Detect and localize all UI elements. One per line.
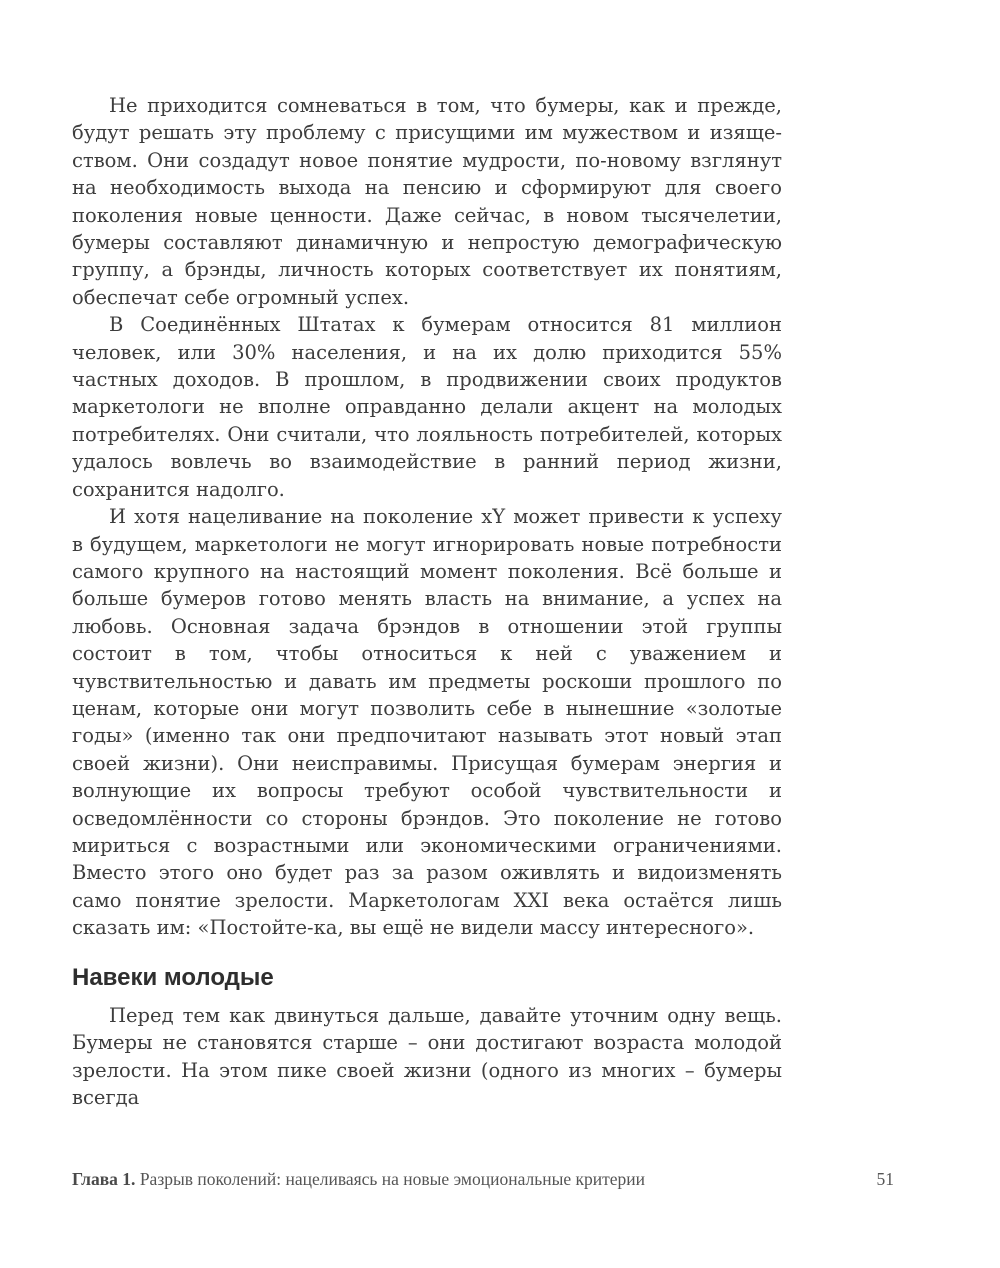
main-text-block — [72, 92, 782, 942]
paragraph-3: И хотя нацеливание на поколение xY может привести к успеху в будущем, маркетологи не могут игнорировать новые потребности самого крупного на настоящий момент поколения. Всё больше и больше бумеров готово менять власть на внимание, а успех на любовь. Основная задача брэндов в отношении этой группы состоит в том, чтобы относиться к ней с уважением и чувствительностью и давать им предметы роскоши прошлого по ценам, которые они могут позволить себе в нынешние «золотые годы» (именно так они предпочитают называть этот новый этап своей жизни). Они неисправимы. Присущая бумерам энергия и волнующие их вопросы требуют особой чувствительности и осведомлённости со стороны брэндов. Это поколение не готово мириться с возрастными или экономическими ограничениями. Вместо этого оно будет раз за разом оживлять и видоизменять само понятие зрелости. Маркетологам XXI века остаётся лишь сказать им: «Постойте-ка, вы ещё не видели массу интересного». — [72, 505, 782, 940]
page-number: 51 — [876, 1169, 894, 1189]
section-paragraph: Перед тем как двинуться дальше, давайте уточним одну вещь. Бумеры не становятся старше – они достигают возраста молодой зрелости. На этом пике своей жизни (одного из многих – бумеры всегда — [72, 1004, 782, 1110]
section-text-block — [72, 1002, 782, 1112]
chapter-label: Глава 1. — [72, 1169, 136, 1189]
chapter-title: Разрыв поколений: нацеливаясь на новые эмоциональные критерии — [139, 1169, 646, 1189]
paragraph-1: Не приходится сомневаться в том, что бумеры, как и прежде, будут решать эту проблему с присущими им мужеством и изяществом. Они создадут новое понятие мудрости, по-новому взглянут на необходимость выхода на пенсию и сформируют для своего поколения новые ценности. Даже сейчас, в новом тысячелетии, бумеры составляют динамичную и непростую демографическую группу, а брэнды, личность которых соответствует их понятиям, обеспечат себе огромный успех. — [72, 94, 782, 309]
running-footer — [72, 1167, 894, 1191]
paragraph-2: В Соединённых Штатах к бумерам относится 81 миллион человек, или 30% населения, и на их долю приходится 55% частных доходов. В прошлом, в продвижении своих продуктов маркетологи не вполне оправданно делали акцент на молодых потребителях. Они считали, что лояльность потребителей, которых удалось вовлечь во взаимодействие в ранний период жизни, сохранится надолго. — [72, 313, 782, 501]
section-heading: Навеки молодые — [72, 964, 274, 991]
